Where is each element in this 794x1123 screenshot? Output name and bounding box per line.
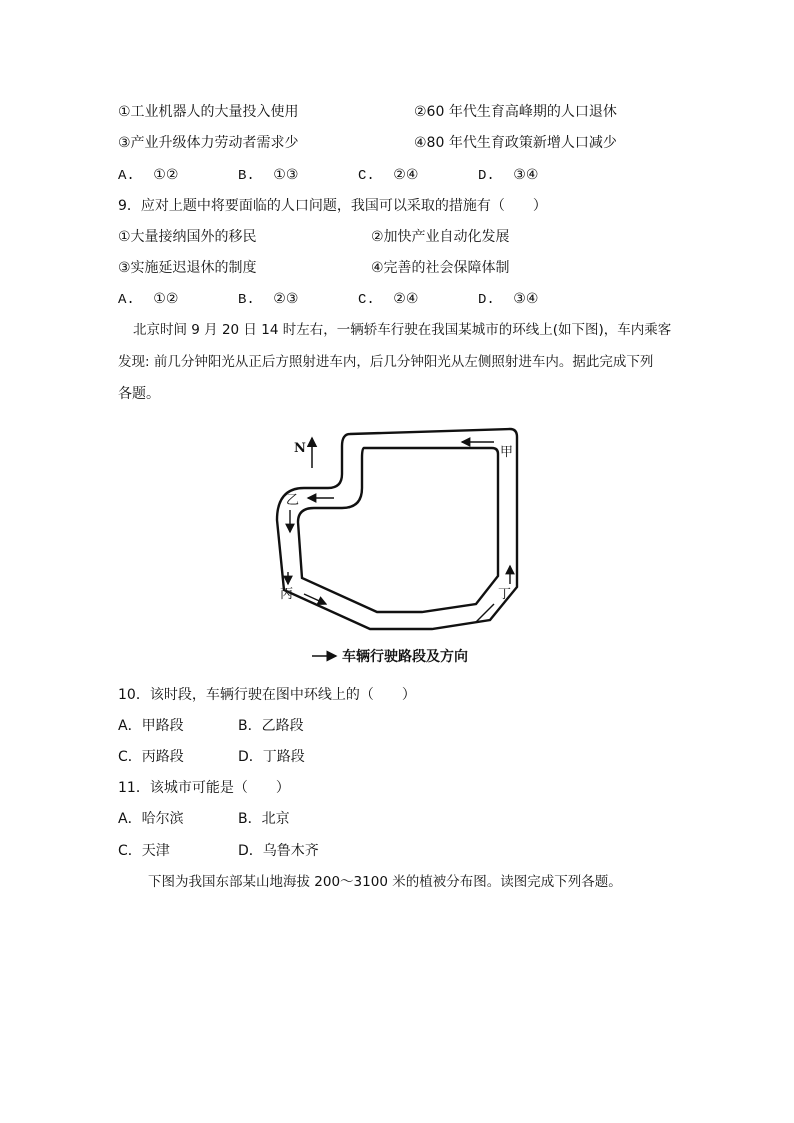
label-jia: 甲 (500, 445, 514, 460)
option-letter: A. (118, 168, 135, 184)
option-text: ③④ (513, 291, 539, 307)
passage-line-1: 北京时间 9 月 20 日 14 时左右，一辆轿车行驶在我国某城市的环线上(如下图)，车内乘客 (133, 322, 672, 338)
closing-instruction: 下图为我国东部某山地海拔 200～3100 米的植被分布图。读图完成下列各题。 (148, 874, 622, 890)
q8-item-3: ③产业升级体力劳动者需求少 (118, 135, 299, 151)
q9-option-b (238, 289, 298, 310)
q11-option-a: A．哈尔滨 (118, 811, 184, 827)
q9-stem: 9．应对上题中将要面临的人口问题，我国可以采取的措施有（ ） (118, 198, 547, 214)
north-label: N (294, 441, 306, 456)
option-text: ①② (153, 167, 179, 183)
option-letter: A. (118, 292, 135, 308)
q8-item-1: ①工业机器人的大量投入使用 (118, 104, 299, 120)
q9-option-a (118, 289, 178, 310)
q10-option-b: B．乙路段 (238, 718, 304, 734)
q9-item-2: ②加快产业自动化发展 (371, 229, 510, 245)
q8-option-d (478, 165, 538, 186)
q9-item-3: ③实施延迟退休的制度 (118, 260, 257, 276)
q9-option-c (358, 289, 418, 310)
q8-option-a (118, 165, 178, 186)
q8-option-c (358, 165, 418, 186)
q10-option-c: C．丙路段 (118, 749, 184, 765)
q11-stem: 11．该城市可能是（ ） (118, 780, 290, 796)
q11-option-c: C．天津 (118, 843, 170, 859)
option-text: ①③ (273, 167, 299, 183)
passage-line-2: 发现: 前几分钟阳光从正后方照射进车内，后几分钟阳光从左侧照射进车内。据此完成下列 (118, 354, 654, 370)
q8-option-b (238, 165, 298, 186)
bing-arrow-southeast (304, 594, 326, 604)
q11-option-d: D．乌鲁木齐 (238, 843, 319, 859)
option-text: ②③ (273, 291, 299, 307)
option-letter: B. (238, 292, 255, 308)
option-text: ②④ (393, 291, 419, 307)
q8-item-2: ②60 年代生育高峰期的人口退休 (414, 104, 617, 120)
option-text: ①② (153, 291, 179, 307)
option-letter: D. (478, 168, 495, 184)
q9-item-4: ④完善的社会保障体制 (371, 260, 510, 276)
label-bing: 丙 (280, 587, 294, 602)
q9-option-d (478, 289, 538, 310)
q10-stem: 10．该时段，车辆行驶在图中环线上的（ ） (118, 687, 416, 703)
q8-item-4: ④80 年代生育政策新增人口减少 (414, 135, 617, 151)
option-text: ②④ (393, 167, 419, 183)
q11-option-b: B．北京 (238, 811, 290, 827)
option-letter: C. (358, 168, 375, 184)
q10-option-a: A．甲路段 (118, 718, 184, 734)
option-letter: C. (358, 292, 375, 308)
option-letter: D. (478, 292, 495, 308)
figure-caption: 车辆行驶路段及方向 (342, 649, 468, 665)
passage-line-3: 各题。 (118, 386, 160, 402)
label-yi: 乙 (286, 493, 300, 508)
ring-road-figure (272, 424, 532, 670)
q9-item-1: ①大量接纳国外的移民 (118, 229, 257, 245)
label-ding: 丁 (498, 587, 512, 602)
option-letter: B. (238, 168, 255, 184)
q10-option-d: D．丁路段 (238, 749, 305, 765)
option-text: ③④ (513, 167, 539, 183)
road-inner-edge (298, 448, 498, 612)
